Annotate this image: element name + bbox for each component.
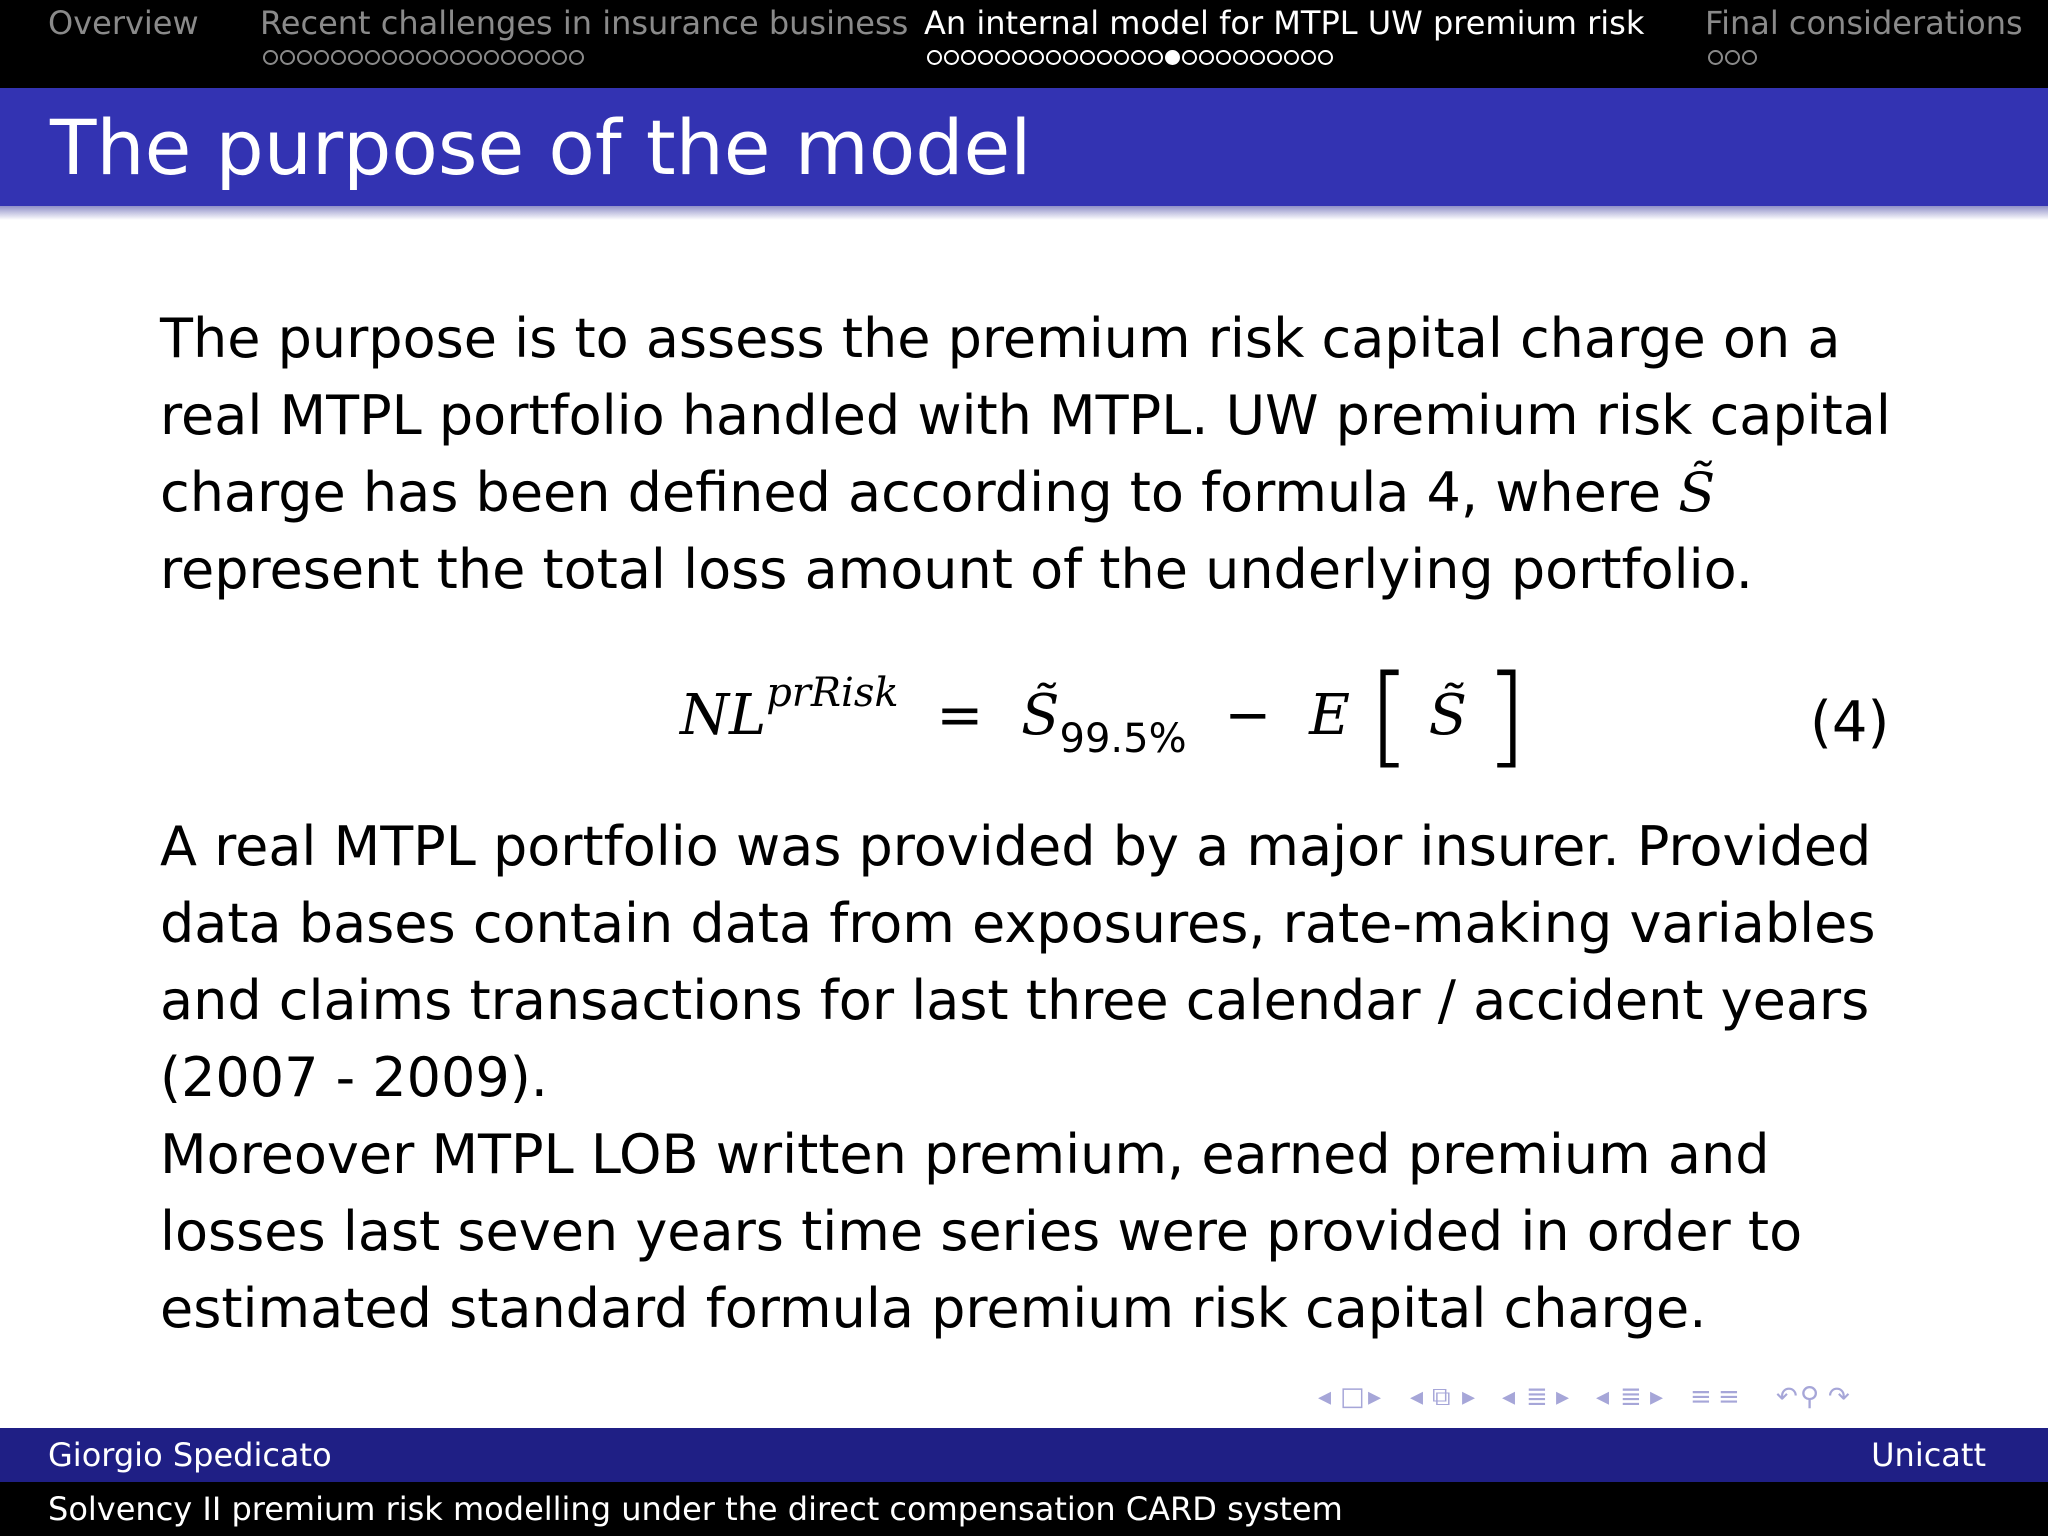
nav-slide-dot[interactable] <box>450 50 465 65</box>
nav-next-section-icon[interactable]: ▸ <box>1650 1382 1664 1412</box>
nav-section-recent-challenges[interactable] <box>260 4 908 42</box>
nav-slide-dot[interactable] <box>399 50 414 65</box>
nav-section-title[interactable]: Recent challenges in insurance business <box>260 4 909 42</box>
frame-title-bar <box>0 88 2048 206</box>
nav-slide-dot[interactable] <box>501 50 516 65</box>
eq-open-bracket: [ <box>1367 651 1411 779</box>
nav-section-title[interactable]: An internal model for MTPL UW premium risk <box>924 4 1645 42</box>
nav-appendix-icon[interactable]: ≡ <box>1718 1382 1740 1412</box>
nav-slide-dot[interactable] <box>263 50 278 65</box>
nav-slide-icon[interactable]: □ <box>1340 1382 1365 1412</box>
nav-section-title[interactable]: Overview <box>48 4 199 42</box>
nav-search-icon[interactable]: ⚲ <box>1800 1382 1820 1412</box>
paragraph-text: The purpose is to assess the premium risk capital charge on a real MTPL portfolio handled with MTPL. UW premium risk capital charge has been defined according to formula 4, where <box>160 307 1891 524</box>
footer-author: Giorgio Spedicato <box>48 1436 332 1474</box>
nav-current-slide-dot[interactable] <box>1165 50 1180 65</box>
nav-slide-dot[interactable] <box>314 50 329 65</box>
nav-next-slide-icon[interactable]: ▸ <box>1368 1382 1382 1412</box>
nav-slide-dot[interactable] <box>1725 50 1740 65</box>
nav-slide-dot[interactable] <box>1080 50 1095 65</box>
nav-section-title[interactable]: Final considerations <box>1705 4 2023 42</box>
nav-subsection-icon[interactable]: ≣ <box>1526 1382 1548 1412</box>
paragraph-time-series: Moreover MTPL LOB written premium, earned premium and losses last seven years time series were provided in order to estimated standard formula premium risk capital charge. <box>160 1123 1803 1340</box>
paragraph-text: represent the total loss amount of the underlying portfolio. <box>160 538 1753 601</box>
equation-capital-charge <box>680 651 1528 790</box>
nav-slide-dot[interactable] <box>348 50 363 65</box>
nav-prev-frame-icon[interactable]: ◂ <box>1410 1382 1424 1412</box>
symbol-s-tilde: S̃ <box>1678 461 1716 524</box>
nav-slide-dot[interactable] <box>467 50 482 65</box>
nav-slide-dot[interactable] <box>535 50 550 65</box>
nav-next-frame-icon[interactable]: ▸ <box>1462 1382 1476 1412</box>
nav-back-icon[interactable]: ↶ <box>1776 1382 1798 1412</box>
nav-slide-dot[interactable] <box>1063 50 1078 65</box>
eq-expectation-operator: E <box>1309 682 1351 748</box>
nav-slide-dot[interactable] <box>1250 50 1265 65</box>
nav-slide-dot[interactable] <box>1318 50 1333 65</box>
nav-prev-subsection-icon[interactable]: ◂ <box>1502 1382 1516 1412</box>
nav-slide-dot[interactable] <box>1216 50 1231 65</box>
eq-inner-term: S̃ <box>1428 682 1467 748</box>
footer-institute: Unicatt <box>1871 1436 1986 1474</box>
paragraph-purpose <box>160 300 1900 608</box>
eq-quantile-term: $S̃_{99.5\%}$ <box>1021 682 1187 762</box>
nav-slide-dots <box>263 50 584 65</box>
nav-slide-dot[interactable] <box>552 50 567 65</box>
footer-title-bar <box>0 1482 2048 1536</box>
nav-prev-slide-icon[interactable]: ◂ <box>1318 1382 1332 1412</box>
nav-slide-dot[interactable] <box>1131 50 1146 65</box>
nav-prev-section-icon[interactable]: ◂ <box>1596 1382 1610 1412</box>
nav-slide-dot[interactable] <box>331 50 346 65</box>
nav-slide-dot[interactable] <box>1199 50 1214 65</box>
nav-slide-dot[interactable] <box>1233 50 1248 65</box>
nav-slide-dot[interactable] <box>961 50 976 65</box>
nav-slide-dot[interactable] <box>1114 50 1129 65</box>
nav-section-overview[interactable] <box>48 4 199 42</box>
eq-equals: = <box>936 682 984 748</box>
nav-slide-dot[interactable] <box>297 50 312 65</box>
eq-lhs-superscript: prRisk <box>766 669 899 716</box>
nav-slide-dot[interactable] <box>416 50 431 65</box>
nav-slide-dot[interactable] <box>569 50 584 65</box>
nav-slide-dots <box>927 50 1333 65</box>
nav-section-final-considerations[interactable] <box>1705 4 2023 42</box>
eq-quantile-subscript: 99.5% <box>1059 715 1187 762</box>
nav-slide-dot[interactable] <box>365 50 380 65</box>
equation-number: (4) <box>1810 690 1890 755</box>
nav-slide-dot[interactable] <box>1267 50 1282 65</box>
eq-close-bracket: ] <box>1484 651 1528 779</box>
nav-document-icon[interactable]: ≡ <box>1690 1382 1712 1412</box>
footer-talk-title: Solvency II premium risk modelling under the direct compensation CARD system <box>48 1490 1343 1528</box>
nav-slide-dot[interactable] <box>1046 50 1061 65</box>
nav-slide-dot[interactable] <box>1284 50 1299 65</box>
footer-author-bar <box>0 1428 2048 1482</box>
nav-slide-dot[interactable] <box>433 50 448 65</box>
nav-next-subsection-icon[interactable]: ▸ <box>1556 1382 1570 1412</box>
nav-slide-dot[interactable] <box>280 50 295 65</box>
paragraph-portfolio-data: A real MTPL portfolio was provided by a major insurer. Provided data bases contain data from exposures, rate-making variables and claims transactions for last three calendar / accident years (2007 - 2009). <box>160 815 1876 1109</box>
nav-forward-icon[interactable]: ↷ <box>1828 1382 1850 1412</box>
slide-title: The purpose of the model <box>50 103 1032 192</box>
nav-slide-dot[interactable] <box>1029 50 1044 65</box>
nav-slide-dot[interactable] <box>1097 50 1112 65</box>
section-navigation-bar <box>0 0 2048 88</box>
nav-slide-dots <box>1708 50 1757 65</box>
beamer-navigation-symbols <box>1310 1378 2030 1416</box>
nav-slide-dot[interactable] <box>927 50 942 65</box>
nav-slide-dot[interactable] <box>978 50 993 65</box>
nav-slide-dot[interactable] <box>382 50 397 65</box>
nav-slide-dot[interactable] <box>1182 50 1197 65</box>
nav-slide-dot[interactable] <box>1708 50 1723 65</box>
nav-slide-dot[interactable] <box>518 50 533 65</box>
eq-minus: − <box>1224 682 1272 748</box>
nav-slide-dot[interactable] <box>1012 50 1027 65</box>
nav-section-internal-model[interactable] <box>924 4 1644 42</box>
nav-section-icon[interactable]: ≣ <box>1620 1382 1642 1412</box>
nav-slide-dot[interactable] <box>1742 50 1757 65</box>
nav-slide-dot[interactable] <box>1148 50 1163 65</box>
nav-slide-dot[interactable] <box>1301 50 1316 65</box>
nav-slide-dot[interactable] <box>995 50 1010 65</box>
eq-lhs: $NL^{prRisk}$ <box>680 669 899 748</box>
nav-frame-icon[interactable]: ⧉ <box>1432 1382 1451 1412</box>
nav-slide-dot[interactable] <box>944 50 959 65</box>
nav-slide-dot[interactable] <box>484 50 499 65</box>
